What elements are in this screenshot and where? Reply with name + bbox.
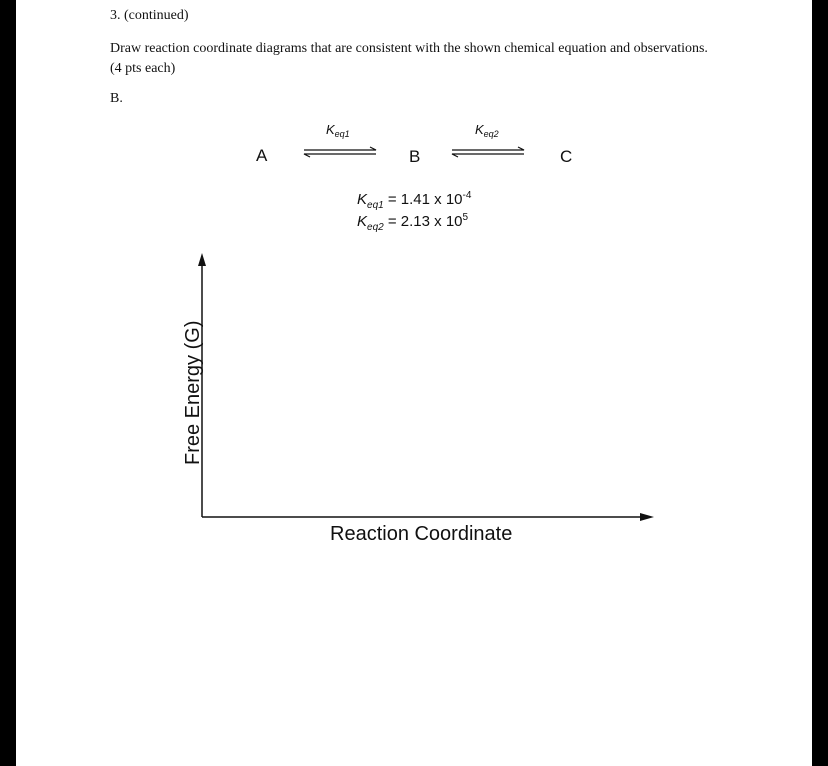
drawing-layer — [16, 0, 812, 766]
equilibrium-arrow-2 — [452, 147, 524, 157]
x-axis-label: Reaction Coordinate — [330, 523, 513, 545]
keq2-value: $K_{eq2} = 2.13$ x $10^5$ — [357, 212, 469, 233]
y-axis — [198, 253, 206, 517]
species-c: C — [560, 147, 573, 166]
species-b: B — [409, 147, 421, 166]
keq1-value: $K_{eq1} = 1.41$ x $10^{-4}$ — [357, 190, 472, 211]
x-axis — [202, 513, 654, 521]
instruction-line-1: Draw reaction coordinate diagrams that are consistent with the shown chemical equation and observations. — [110, 41, 708, 56]
part-label: B. — [110, 91, 123, 106]
question-header: 3. (continued) — [110, 8, 189, 23]
y-axis-arrowhead-icon — [198, 253, 206, 266]
y-axis-label: Free Energy (G) — [182, 320, 204, 465]
instruction-line-2: (4 pts each) — [110, 61, 176, 76]
worksheet-page — [16, 0, 812, 766]
keq2-arrow-label: $K_{eq2}$ — [475, 122, 499, 139]
keq1-arrow-label: $K_{eq1}$ — [326, 122, 350, 139]
species-a: A — [256, 146, 268, 165]
equilibrium-arrow-1 — [304, 147, 376, 157]
x-axis-arrowhead-icon — [640, 513, 654, 521]
